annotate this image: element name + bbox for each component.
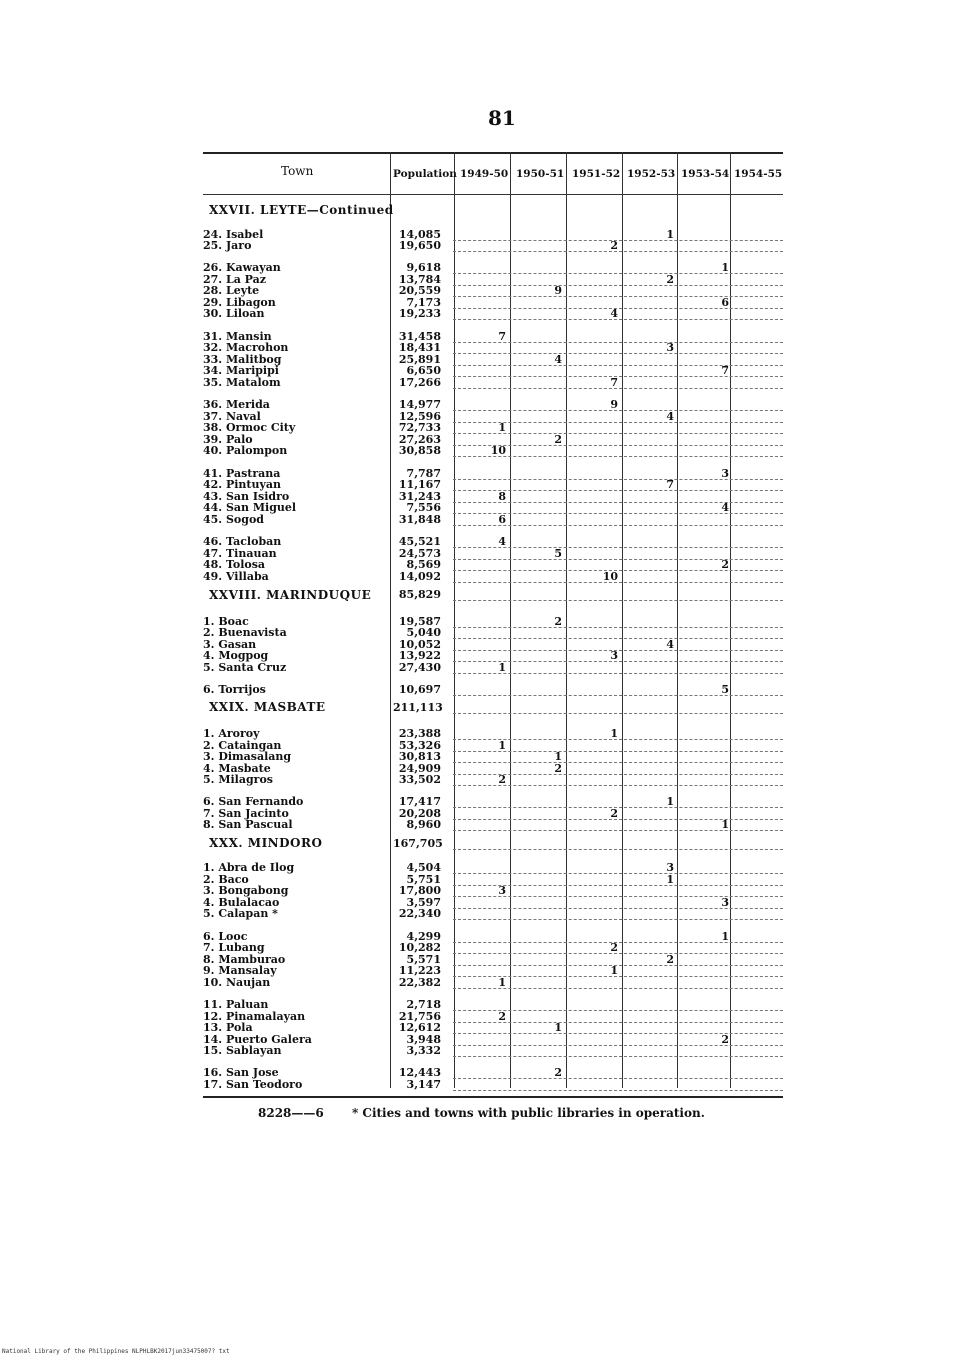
- table-row: [203, 965, 783, 977]
- population-value: 13,784: [398, 273, 441, 286]
- page-code: 8228——6: [258, 1106, 324, 1120]
- town-name: 7. Lubang: [203, 942, 265, 954]
- dotted-leader: [453, 713, 783, 714]
- section-total-row: [203, 838, 783, 850]
- population-value: 72,733: [398, 421, 441, 434]
- town-name: 4. Masbate: [203, 763, 271, 775]
- library-count: 1: [554, 750, 562, 763]
- header-year-1954-55: 1954-55: [734, 168, 783, 180]
- table-row: [203, 977, 783, 989]
- table-row: [203, 365, 783, 377]
- library-count: 2: [498, 1010, 506, 1023]
- library-count: 1: [498, 661, 506, 674]
- population-value: 17,266: [398, 376, 441, 389]
- town-name: 4. Bulalacao: [203, 897, 280, 909]
- population-value: 5,571: [406, 953, 441, 966]
- page-number: 81: [488, 106, 516, 130]
- section-total-row: [203, 702, 783, 714]
- town-name: 9. Mansalay: [203, 965, 277, 977]
- header-year-1950-51: 1950-51: [516, 168, 565, 180]
- header-year-1949-50: 1949-50: [460, 168, 509, 180]
- town-name: 1. Boac: [203, 616, 249, 628]
- table-row: [203, 662, 783, 674]
- table-row: [203, 559, 783, 571]
- town-name: 35. Matalom: [203, 377, 281, 389]
- population-value: 3,597: [406, 896, 441, 909]
- town-name: 17. San Teodoro: [203, 1079, 303, 1091]
- header-year-1951-52: 1951-52: [572, 168, 621, 180]
- dotted-leader: [453, 388, 783, 389]
- town-name: 37. Naval: [203, 411, 261, 423]
- library-count: 4: [666, 410, 674, 423]
- town-name: 33. Malitbog: [203, 354, 282, 366]
- table-row: [203, 571, 783, 583]
- town-name: 5. Milagros: [203, 774, 273, 786]
- table-row: [203, 751, 783, 763]
- library-count: 1: [498, 976, 506, 989]
- population-value: 10,052: [398, 638, 441, 651]
- section-population: 211,113: [393, 701, 443, 714]
- header-underline: [203, 194, 390, 195]
- table-row: [203, 819, 783, 831]
- table-row: [203, 399, 783, 411]
- town-name: 41. Pastrana: [203, 468, 281, 480]
- section-population: 167,705: [393, 837, 443, 850]
- population-value: 31,243: [398, 490, 441, 503]
- population-value: 19,233: [398, 307, 441, 320]
- population-value: 6,650: [406, 364, 441, 377]
- table-row: [203, 931, 783, 943]
- population-value: 4,504: [406, 861, 441, 874]
- town-name: 39. Palo: [203, 434, 253, 446]
- table-row: [203, 796, 783, 808]
- town-name: 6. Looc: [203, 931, 248, 943]
- population-value: 7,556: [406, 501, 441, 514]
- dotted-leader: [453, 1090, 783, 1091]
- header-population: Population: [393, 168, 457, 180]
- town-name: 45. Sogod: [203, 514, 264, 526]
- library-count: 4: [498, 535, 506, 548]
- library-count: 7: [610, 376, 618, 389]
- library-count: 3: [666, 861, 674, 874]
- town-name: 5. Calapan *: [203, 908, 278, 920]
- population-value: 27,430: [398, 661, 441, 674]
- population-value: 24,573: [398, 547, 441, 560]
- library-count: 1: [721, 818, 729, 831]
- library-count: 2: [498, 773, 506, 786]
- town-name: 30. Liloan: [203, 308, 265, 320]
- table-row: [203, 942, 783, 954]
- footnote-text: * Cities and towns with public libraries in operation.: [351, 1106, 705, 1120]
- table-row: [203, 445, 783, 457]
- section-title: XXX. MINDORO: [209, 836, 323, 850]
- library-count: 7: [666, 478, 674, 491]
- town-name: 12. Pinamalayan: [203, 1011, 306, 1023]
- table-row: [203, 999, 783, 1011]
- town-name: 48. Tolosa: [203, 559, 266, 571]
- population-value: 31,848: [398, 513, 441, 526]
- population-value: 7,787: [406, 467, 441, 480]
- library-count: 10: [490, 444, 506, 457]
- library-count: 10: [602, 570, 618, 583]
- library-count: 2: [666, 953, 674, 966]
- population-value: 24,909: [398, 762, 441, 775]
- library-count: 8: [498, 490, 506, 503]
- dotted-leader: [453, 849, 783, 850]
- table-row: [203, 627, 783, 639]
- town-name: 6. Torrijos: [203, 684, 266, 696]
- population-value: 22,382: [398, 976, 441, 989]
- dotted-leader: [453, 1056, 783, 1057]
- table-row: [203, 308, 783, 320]
- library-count: 2: [554, 433, 562, 446]
- population-value: 10,282: [398, 941, 441, 954]
- dotted-leader: [453, 251, 783, 252]
- table-row: [203, 285, 783, 297]
- population-value: 20,208: [398, 807, 441, 820]
- town-name: 28. Leyte: [203, 285, 260, 297]
- dotted-leader: [453, 695, 783, 696]
- table-row: [203, 342, 783, 354]
- population-value: 10,697: [398, 683, 441, 696]
- library-count: 3: [498, 884, 506, 897]
- table-row: [203, 1067, 783, 1079]
- section-leyte: [209, 203, 394, 217]
- population-value: 7,173: [406, 296, 441, 309]
- town-name: 3. Dimasalang: [203, 751, 292, 763]
- town-name: 34. Maripipi: [203, 365, 279, 377]
- library-count: 4: [721, 501, 729, 514]
- table-row: [203, 774, 783, 786]
- population-value: 30,858: [398, 444, 441, 457]
- town-name: 29. Libagon: [203, 297, 276, 309]
- library-count: 3: [721, 896, 729, 909]
- population-value: 22,340: [398, 907, 441, 920]
- town-name: 7. San Jacinto: [203, 808, 289, 820]
- town-name: 44. San Miguel: [203, 502, 297, 514]
- footnote: [258, 1106, 705, 1120]
- table-row: [203, 229, 783, 241]
- table-row: [203, 808, 783, 820]
- table-row: [203, 491, 783, 503]
- library-count: 1: [666, 873, 674, 886]
- population-value: 11,167: [398, 478, 441, 491]
- table-row: [203, 274, 783, 286]
- dotted-leader: [453, 600, 783, 601]
- town-name: 10. Naujan: [203, 977, 271, 989]
- population-value: 14,092: [398, 570, 441, 583]
- library-count: 2: [554, 1066, 562, 1079]
- header-underline: [390, 194, 783, 195]
- table-row: [203, 536, 783, 548]
- library-count: 7: [498, 330, 506, 343]
- library-count: 1: [498, 739, 506, 752]
- population-value: 5,040: [406, 626, 441, 639]
- population-value: 8,569: [406, 558, 441, 571]
- library-count: 3: [666, 341, 674, 354]
- population-value: 12,596: [398, 410, 441, 423]
- population-value: 17,800: [398, 884, 441, 897]
- population-value: 14,977: [398, 398, 441, 411]
- scan-credit: National Library of the Philippines NLPHLBK2017jun33475007? txt: [2, 1348, 230, 1355]
- population-value: 21,756: [398, 1010, 441, 1023]
- library-count: 3: [721, 467, 729, 480]
- table-row: [203, 1045, 783, 1057]
- population-value: 18,431: [398, 341, 441, 354]
- population-value: 3,948: [406, 1033, 441, 1046]
- town-name: 1. Abra de Ilog: [203, 862, 295, 874]
- town-name: 38. Ormoc City: [203, 422, 296, 434]
- table-row: [203, 954, 783, 966]
- town-name: 6. San Fernando: [203, 796, 304, 808]
- library-count: 6: [721, 296, 729, 309]
- town-name: 26. Kawayan: [203, 262, 281, 274]
- town-name: 47. Tinauan: [203, 548, 277, 560]
- population-value: 14,085: [398, 228, 441, 241]
- population-value: 8,960: [406, 818, 441, 831]
- table-row: [203, 1079, 783, 1091]
- library-count: 2: [610, 941, 618, 954]
- table-row: [203, 502, 783, 514]
- library-count: 1: [498, 421, 506, 434]
- table-row: [203, 377, 783, 389]
- library-count: 4: [554, 353, 562, 366]
- population-value: 53,326: [398, 739, 441, 752]
- population-value: 17,417: [398, 795, 441, 808]
- library-count: 2: [721, 558, 729, 571]
- library-count: 2: [610, 807, 618, 820]
- library-count: 3: [610, 649, 618, 662]
- table-row: [203, 548, 783, 560]
- table-row: [203, 616, 783, 628]
- population-value: 30,813: [398, 750, 441, 763]
- table-row: [203, 1011, 783, 1023]
- library-count: 1: [666, 795, 674, 808]
- population-value: 11,223: [398, 964, 441, 977]
- library-count: 2: [666, 273, 674, 286]
- population-value: 3,332: [406, 1044, 441, 1057]
- table-row: [203, 885, 783, 897]
- library-count: 4: [610, 307, 618, 320]
- dotted-leader: [453, 919, 783, 920]
- table-row: [203, 354, 783, 366]
- table-row: [203, 728, 783, 740]
- population-value: 12,443: [398, 1066, 441, 1079]
- table-row: [203, 862, 783, 874]
- town-name: 49. Villaba: [203, 571, 269, 583]
- town-name: 8. San Pascual: [203, 819, 293, 831]
- population-value: 9,618: [406, 261, 441, 274]
- library-count: 9: [610, 398, 618, 411]
- town-name: 3. Gasan: [203, 639, 257, 651]
- population-value: 12,612: [398, 1021, 441, 1034]
- table-row: [203, 422, 783, 434]
- population-value: 31,458: [398, 330, 441, 343]
- town-name: 1. Aroroy: [203, 728, 260, 740]
- table-row: [203, 514, 783, 526]
- table-row: [203, 262, 783, 274]
- table-row: [203, 740, 783, 752]
- population-value: 19,650: [398, 239, 441, 252]
- header-year-1953-54: 1953-54: [681, 168, 730, 180]
- town-name: 15. Sablayan: [203, 1045, 282, 1057]
- library-count: 2: [610, 239, 618, 252]
- town-name: 40. Palompon: [203, 445, 288, 457]
- town-name: 46. Tacloban: [203, 536, 282, 548]
- table-bottom-rule: [203, 1096, 783, 1098]
- table-row: [203, 908, 783, 920]
- table-row: [203, 639, 783, 651]
- library-count: 5: [721, 683, 729, 696]
- population-value: 23,388: [398, 727, 441, 740]
- town-name: 36. Merida: [203, 399, 270, 411]
- table-row: [203, 763, 783, 775]
- town-name: 27. La Paz: [203, 274, 267, 286]
- town-name: 31. Mansin: [203, 331, 272, 343]
- library-count: 4: [666, 638, 674, 651]
- town-name: 2. Cataingan: [203, 740, 282, 752]
- library-count: 7: [721, 364, 729, 377]
- header-year-1952-53: 1952-53: [627, 168, 676, 180]
- town-name: 8. Mamburao: [203, 954, 286, 966]
- section-title: XXIX. MASBATE: [209, 700, 326, 714]
- population-value: 19,587: [398, 615, 441, 628]
- population-value: 5,751: [406, 873, 441, 886]
- population-value: 2,718: [406, 998, 441, 1011]
- library-count: 1: [721, 261, 729, 274]
- table-row: [203, 684, 783, 696]
- town-name: 2. Baco: [203, 874, 249, 886]
- section-population: 85,829: [398, 588, 441, 601]
- table-row: [203, 479, 783, 491]
- population-value: 3,147: [406, 1078, 441, 1091]
- table-row: [203, 331, 783, 343]
- library-count: 1: [554, 1021, 562, 1034]
- population-value: 4,299: [406, 930, 441, 943]
- town-name: 14. Puerto Galera: [203, 1034, 312, 1046]
- section-title: XXVIII. MARINDUQUE: [209, 588, 372, 602]
- table-row: [203, 874, 783, 886]
- dotted-leader: [453, 830, 783, 831]
- library-count: 2: [554, 762, 562, 775]
- town-name: 32. Macrohon: [203, 342, 289, 354]
- library-count: 5: [554, 547, 562, 560]
- section-title: XXVII. LEYTE—Continued: [209, 203, 394, 217]
- town-name: 16. San Jose: [203, 1067, 279, 1079]
- library-count: 9: [554, 284, 562, 297]
- dotted-leader: [453, 319, 783, 320]
- town-name: 13. Pola: [203, 1022, 253, 1034]
- library-count: 2: [721, 1033, 729, 1046]
- table-row: [203, 468, 783, 480]
- population-value: 25,891: [398, 353, 441, 366]
- library-count: 6: [498, 513, 506, 526]
- population-value: 33,502: [398, 773, 441, 786]
- town-name: 5. Santa Cruz: [203, 662, 287, 674]
- library-count: 1: [721, 930, 729, 943]
- library-count: 1: [610, 727, 618, 740]
- table-row: [203, 1022, 783, 1034]
- table-row: [203, 1034, 783, 1046]
- town-name: 25. Jaro: [203, 240, 252, 252]
- table-row: [203, 897, 783, 909]
- population-value: 13,922: [398, 649, 441, 662]
- library-table: [203, 152, 783, 1100]
- library-count: 1: [610, 964, 618, 977]
- town-name: 24. Isabel: [203, 229, 264, 241]
- dotted-leader: [453, 582, 783, 583]
- library-count: 1: [666, 228, 674, 241]
- table-top-rule: [203, 152, 783, 154]
- town-name: 2. Buenavista: [203, 627, 287, 639]
- table-row: [203, 297, 783, 309]
- town-name: 11. Paluan: [203, 999, 269, 1011]
- table-row: [203, 240, 783, 252]
- header-town: Town: [281, 164, 314, 178]
- library-count: 2: [554, 615, 562, 628]
- town-name: 43. San Isidro: [203, 491, 290, 503]
- section-total-row: [203, 589, 783, 601]
- table-row: [203, 650, 783, 662]
- town-name: 4. Mogpog: [203, 650, 269, 662]
- population-value: 27,263: [398, 433, 441, 446]
- town-name: 3. Bongabong: [203, 885, 289, 897]
- population-value: 45,521: [398, 535, 441, 548]
- town-name: 42. Pintuyan: [203, 479, 282, 491]
- table-row: [203, 411, 783, 423]
- population-value: 20,559: [398, 284, 441, 297]
